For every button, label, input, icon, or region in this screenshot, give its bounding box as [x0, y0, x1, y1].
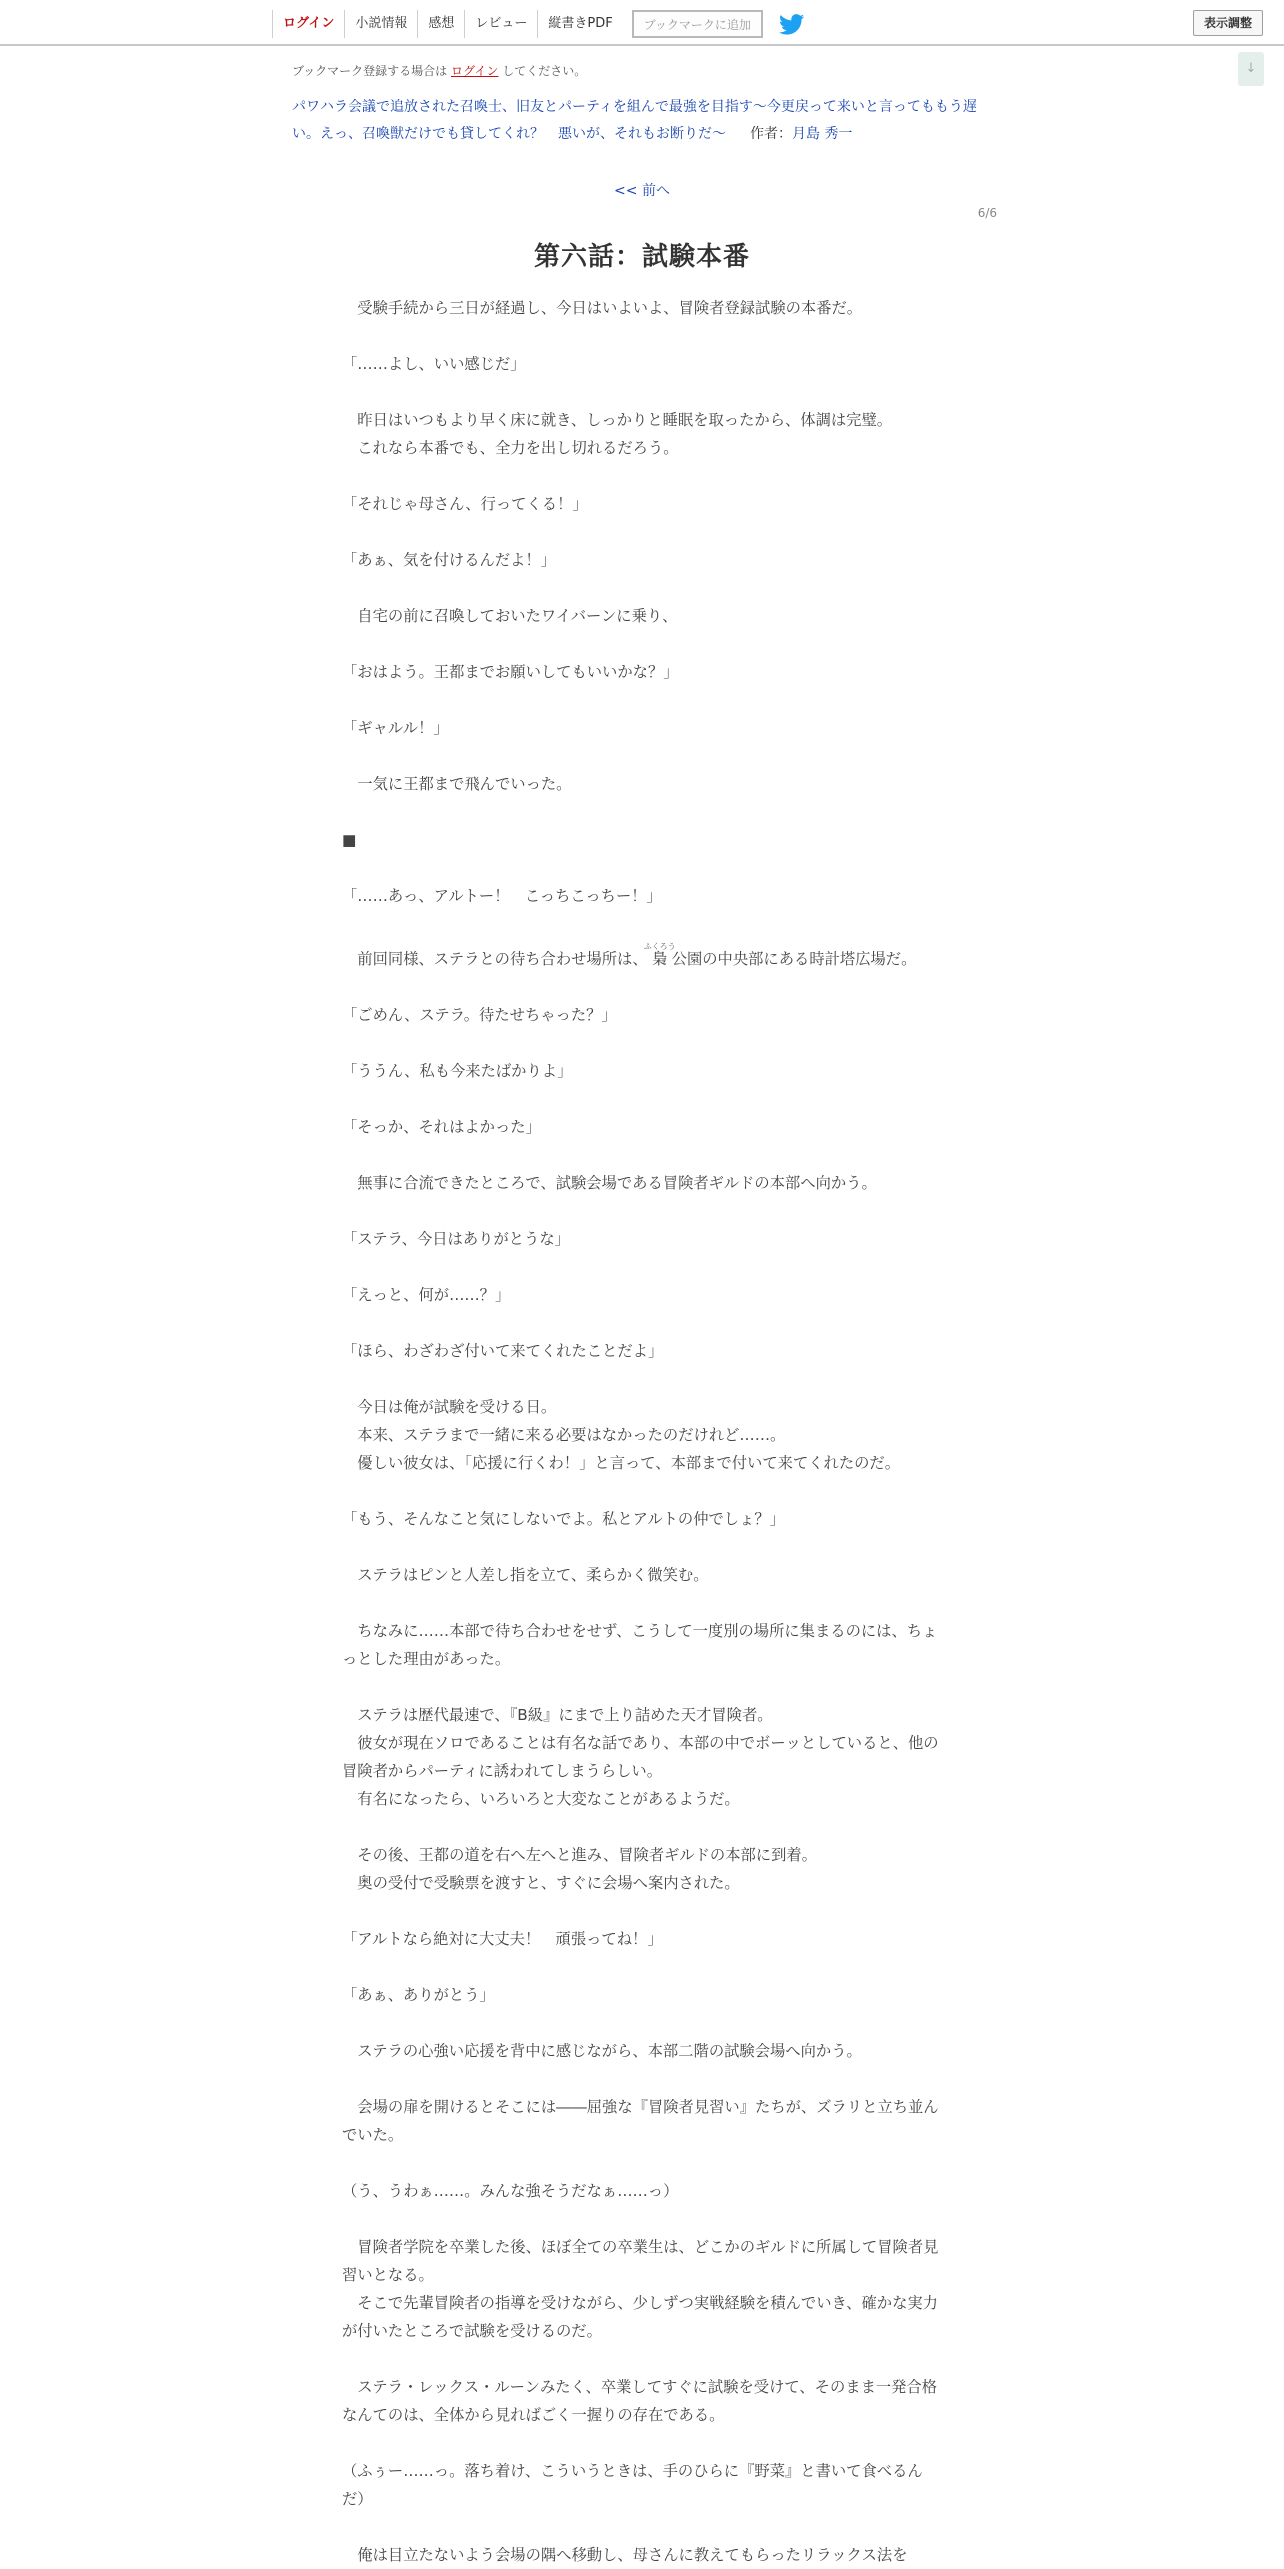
blank-line [342, 910, 942, 938]
blank-line [342, 2149, 942, 2177]
bookmark-note-text-end: してください。 [502, 64, 587, 78]
paragraph: 受験手続から三日が経過し、今日はいよいよ、冒険者登録試験の本番だ。 [342, 299, 863, 317]
paragraph: 優しい彼女は、「応援に行くわ！」と言って、本部まで付いて来てくれたのだ。 [342, 1454, 901, 1472]
paragraph: 「ううん、私も今来たばかりよ」 [342, 1062, 573, 1080]
blank-line [342, 322, 942, 350]
blank-line [342, 1029, 942, 1057]
paragraph: 「……よし、いい感じだ」 [342, 355, 526, 373]
blank-line [342, 686, 942, 714]
author-link[interactable]: 月島 秀一 [792, 126, 853, 142]
paragraph: 「それじゃ母さん、行ってくる！」 [342, 495, 588, 513]
paragraph: 「あぁ、気を付けるんだよ！」 [342, 551, 557, 569]
paragraph: これなら本番でも、全力を出し切れるだろう。 [342, 439, 679, 457]
paragraph: 「ステラ、今日はありがとうな」 [342, 1230, 570, 1248]
paragraph: ちなみに……本部で待ち合わせをせず、こうして一度別の場所に集まるのには、ちょっとした理由があった。 [342, 1622, 938, 1668]
paragraph: 会場の扉を開けるとそこには――屈強な『冒険者見習い』たちが、ズラリと立ち並んでいた。 [342, 2098, 939, 2144]
paragraph: 昨日はいつもより早く床に就き、しっかりと睡眠を取ったから、体調は完璧。 [342, 411, 893, 429]
ruby-annotation [643, 942, 676, 968]
paragraph: 「もう、そんなこと気にしないでよ。私とアルトの仲でしょ？」 [342, 1510, 785, 1528]
bookmark-note [292, 62, 586, 79]
paragraph: 「ほら、わざわざ付いて来てくれたことだよ」 [342, 1342, 664, 1360]
paragraph: 無事に合流できたところで、試験会場である冒険者ギルドの本部へ向かう。 [342, 1174, 877, 1192]
twitter-icon[interactable] [779, 13, 805, 35]
novel-body [342, 294, 942, 2569]
nav-menu [272, 9, 805, 39]
blank-line [342, 1197, 942, 1225]
login-link[interactable]: ログイン [272, 10, 344, 38]
paragraph: 冒険者学院を卒業した後、ほぼ全ての卒業生は、どこかのギルドに所属して冒険者見習いとなる。 [342, 2238, 939, 2284]
blank-line [342, 630, 942, 658]
blank-line [342, 2345, 942, 2373]
blank-line [342, 1589, 942, 1617]
top-nav-bar [0, 0, 1284, 46]
blank-line [342, 1953, 942, 1981]
blank-line [342, 1673, 942, 1701]
impressions-link[interactable]: 感想 [417, 10, 464, 38]
blank-line [342, 1533, 942, 1561]
blank-line [342, 462, 942, 490]
paragraph: （ふぅー……っ。落ち着け、こういうときは、手のひらに『野菜』と書いて食べるんだ） [342, 2462, 923, 2508]
paragraph: 自宅の前に召喚しておいたワイバーンに乗り、 [342, 607, 678, 625]
blank-line [342, 518, 942, 546]
paragraph: 一気に王都まで飛んでいった。 [342, 775, 572, 793]
page-number: 6/6 [977, 206, 997, 220]
paragraph: 「……あっ、アルトー！ こっちこっちー！」 [342, 887, 662, 905]
blank-line [342, 973, 942, 1001]
blank-line [342, 2513, 942, 2541]
paragraph: （う、うわぁ……。みんな強そうだなぁ……っ） [342, 2182, 679, 2200]
paragraph: その後、王都の道を右へ左へと進み、冒険者ギルドの本部に到着。 [342, 1846, 817, 1864]
paragraph-text: 前回同様、ステラとの待ち合わせ場所は、 [342, 950, 648, 968]
prev-page-link[interactable]: << 前へ [614, 183, 670, 199]
blank-line [342, 2065, 942, 2093]
paragraph: ステラの心強い応援を背中に感じながら、本部二階の試験会場へ向かう。 [342, 2042, 862, 2060]
bookmark-login-link[interactable]: ログイン [451, 64, 499, 78]
paragraph: 有名になったら、いろいろと大変なことがあるようだ。 [342, 1790, 740, 1808]
scroll-down-icon[interactable]: ↓ [1238, 52, 1264, 86]
blank-line [342, 1141, 942, 1169]
ruby-base: 梟 [643, 950, 676, 968]
novel-info-link[interactable]: 小説情報 [344, 10, 417, 38]
chapter-title: 第六話：試験本番 [533, 242, 750, 272]
paragraph: ステラはピンと人差し指を立て、柔らかく微笑む。 [342, 1566, 709, 1584]
paragraph: 彼女が現在ソロであることは有名な話であり、本部の中でボーッとしていると、他の冒険者からパーティに誘われてしまうらしい。 [342, 1734, 939, 1780]
paragraph: 今日は俺が試験を受ける日。 [342, 1398, 557, 1416]
paragraph: ステラ・レックス・ルーンみたく、卒業してすぐに試験を受けて、そのまま一発合格なんてのは、全体から見ればごく一握りの存在である。 [342, 2378, 938, 2424]
paragraph: 本来、ステラまで一緒に来る必要はなかったのだけれど……。 [342, 1426, 786, 1444]
paragraph [342, 942, 942, 973]
paragraph: 奥の受付で受験票を渡すと、すぐに会場へ案内された。 [342, 1874, 740, 1892]
blank-line [342, 2205, 942, 2233]
blank-line [342, 2009, 942, 2037]
paragraph: 俺は目立たないよう会場の隅へ移動し、母さんに教えてもらったリラックス法を [342, 2546, 908, 2564]
paragraph: 「えっと、何が……？」 [342, 1286, 511, 1304]
display-settings-button[interactable]: 表示調整 [1193, 10, 1263, 36]
blank-line [342, 1477, 942, 1505]
paragraph: 「おはよう。王都までお願いしてもいいかな？」 [342, 663, 679, 681]
paragraph: 「ごめん、ステラ。待たせちゃった？」 [342, 1006, 617, 1024]
novel-header [292, 94, 992, 148]
blank-line [342, 854, 942, 882]
paragraph: 「あぁ、ありがとう」 [342, 1986, 495, 2004]
author-label: 作者： [750, 126, 792, 142]
ruby-reading: ふくろう [643, 942, 676, 951]
paragraph: 「そっか、それはよかった」 [342, 1118, 541, 1136]
blank-line [342, 1309, 942, 1337]
paragraph: そこで先輩冒険者の指導を受けながら、少しずつ実戦経験を積んでいき、確かな実力が付いたところで試験を受けるのだ。 [342, 2294, 938, 2340]
paragraph: ステラは歴代最速で、『B級』にまで上り詰めた天才冒険者。 [342, 1706, 773, 1724]
add-bookmark-button[interactable]: ブックマークに追加 [632, 10, 763, 38]
blank-line [342, 2429, 942, 2457]
blank-line [342, 378, 942, 406]
blank-line [342, 798, 942, 826]
review-link[interactable]: レビュー [464, 10, 537, 38]
blank-line [342, 1085, 942, 1113]
paragraph: 「アルトなら絶対に大丈夫！ 頑張ってね！」 [342, 1930, 663, 1948]
blank-line [342, 1897, 942, 1925]
novel-title-link[interactable]: パワハラ会議で追放された召喚士、旧友とパーティを組んで最強を目指す～今更戻って来いと言ってももう遅い。えっ、召喚獣だけでも貸してくれ？ 悪いが、それもお断りだ～ [292, 99, 977, 142]
blank-line [342, 574, 942, 602]
blank-line [342, 1253, 942, 1281]
blank-line [342, 1813, 942, 1841]
bookmark-note-text: ブックマーク登録する場合は [292, 64, 448, 78]
vertical-pdf-link[interactable]: 縦書きPDF [537, 10, 622, 38]
blank-line [342, 1365, 942, 1393]
paragraph-text: 公園の中央部にある時計塔広場だ。 [671, 950, 917, 968]
prev-page-nav [0, 180, 1284, 200]
paragraph: 「ギャルル！」 [342, 719, 449, 737]
blank-line [342, 742, 942, 770]
scene-break: ■ [342, 831, 357, 849]
